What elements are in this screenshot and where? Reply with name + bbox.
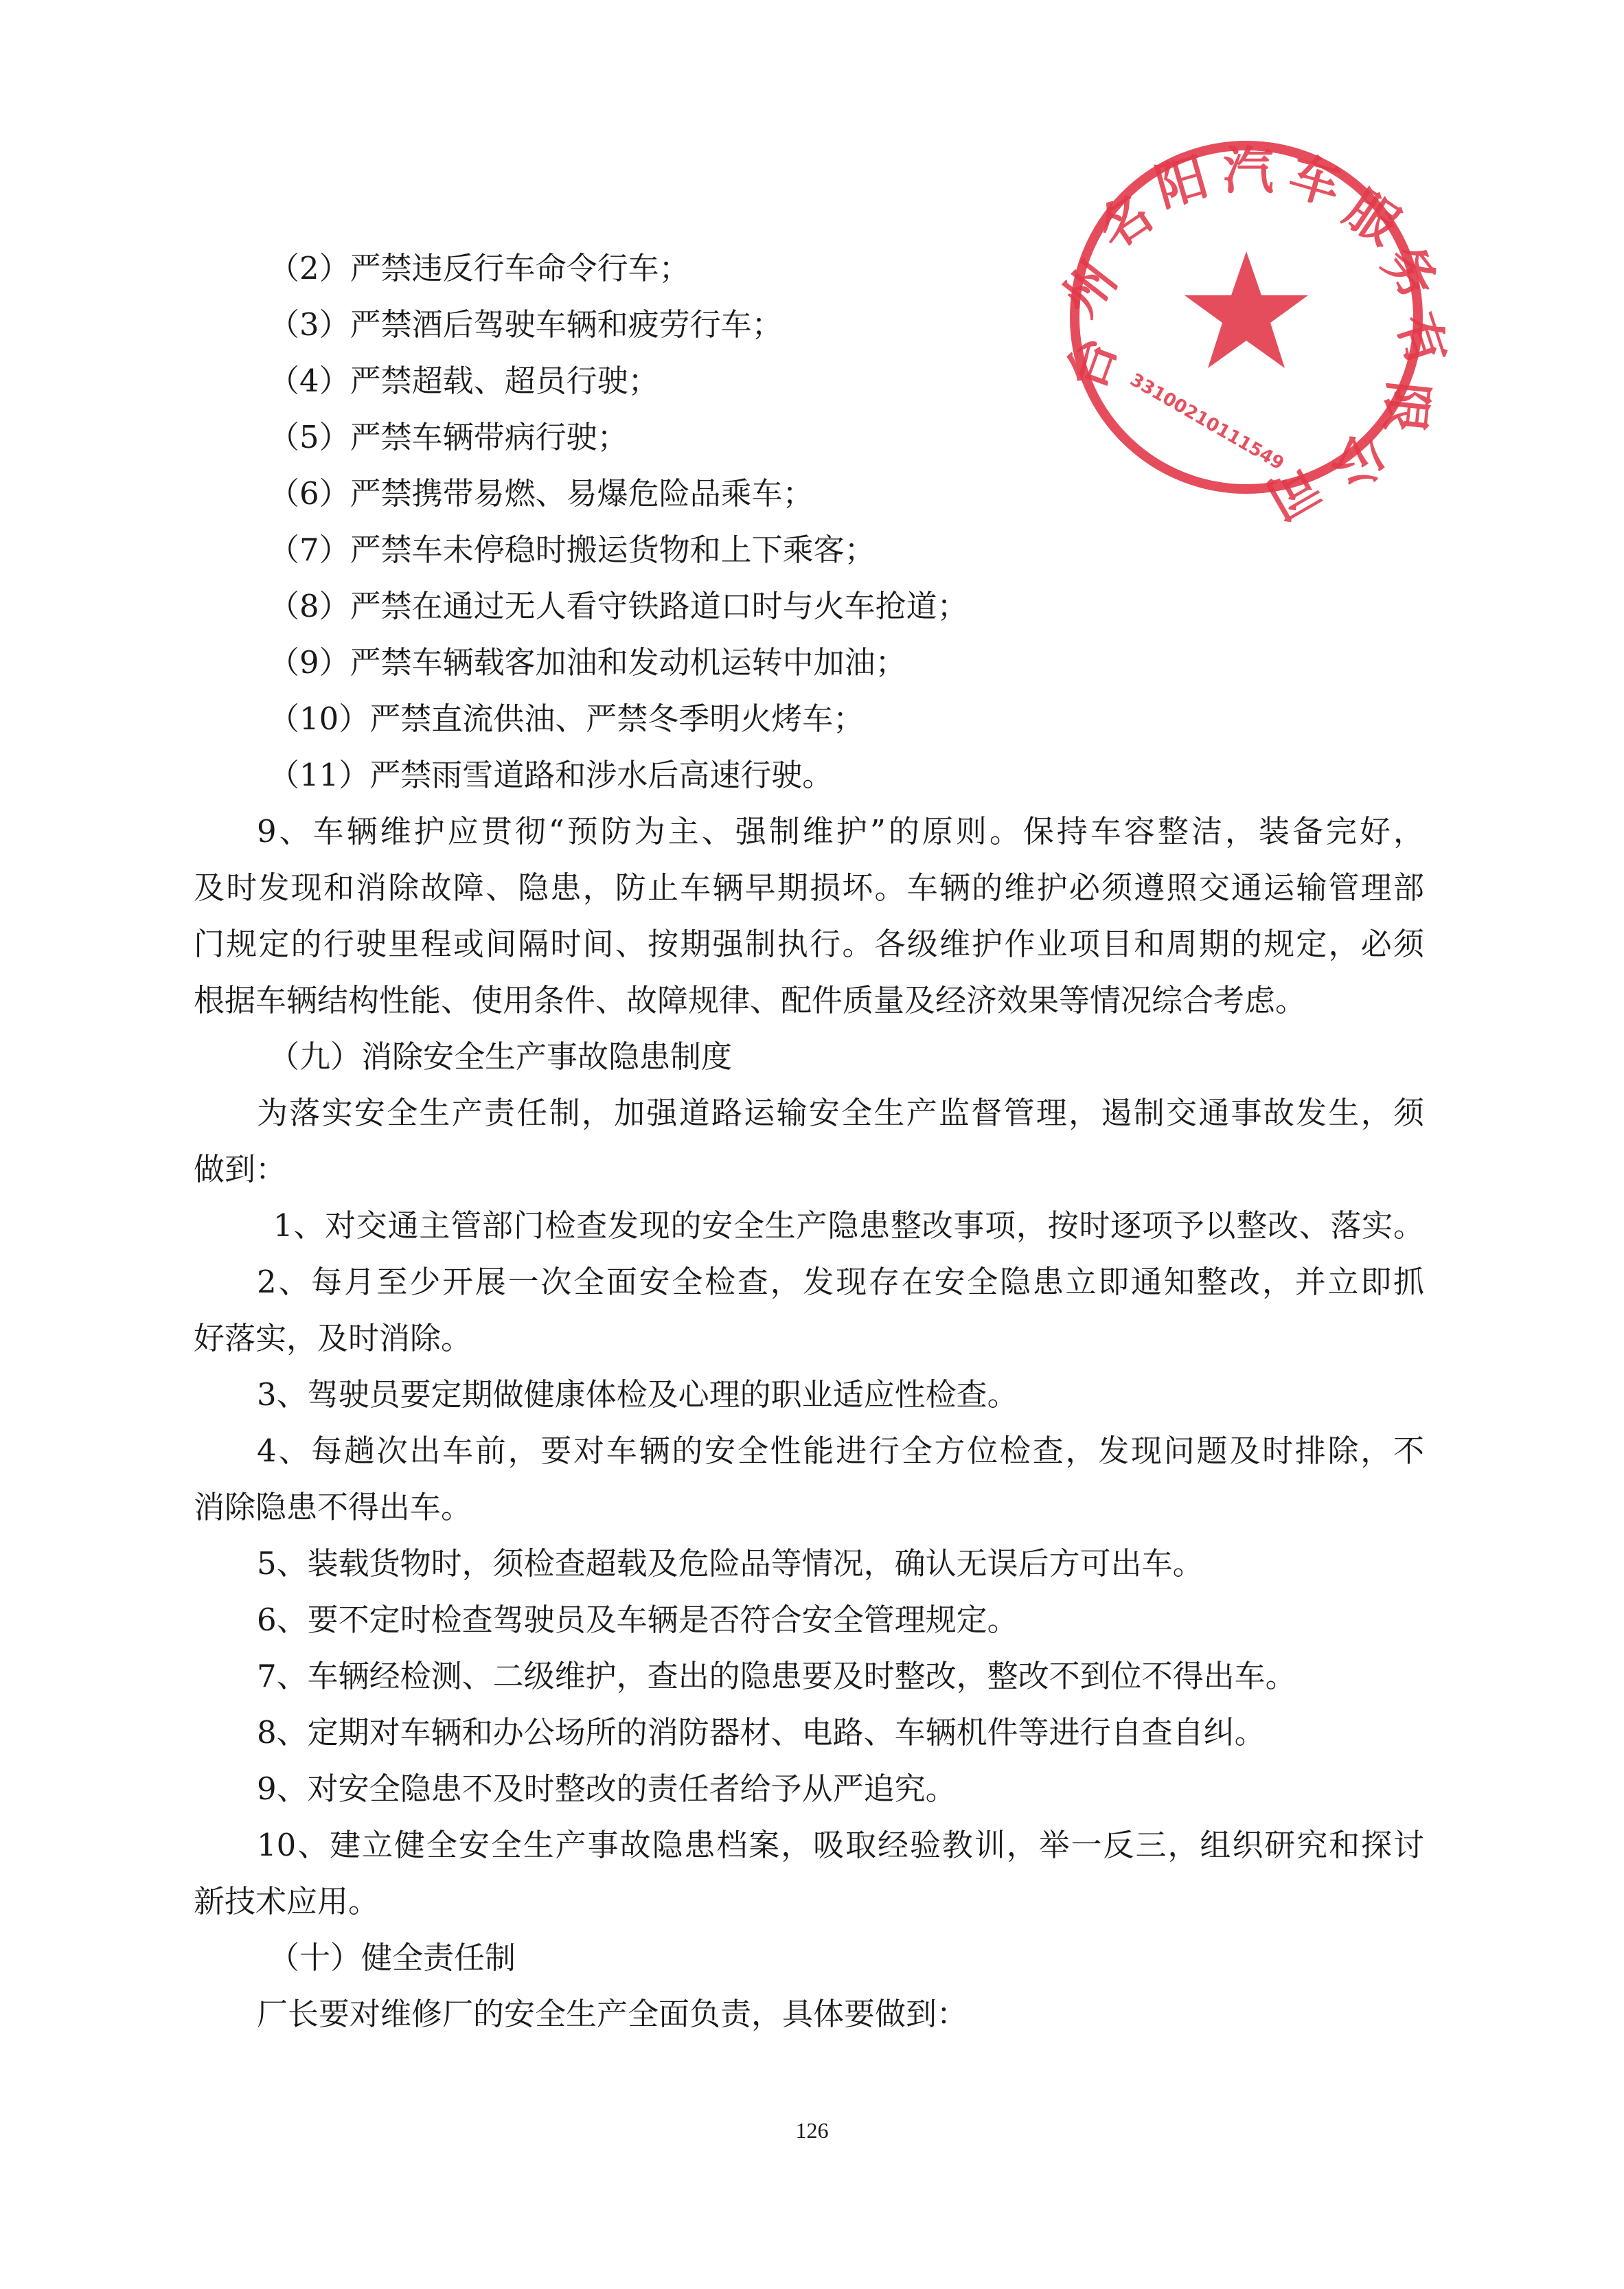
paragraph-line: 2、每月至少开展一次全面安全检查，发现存在安全隐患立即通知整改，并立即抓 (257, 1264, 1424, 1300)
text-line: （11）严禁雨雪道路和涉水后高速行驶。 (268, 757, 834, 793)
paragraph-line: 8、定期对车辆和办公场所的消防器材、电路、车辆机件等进行自查自纠。 (257, 1714, 1266, 1751)
paragraph-line: 9、对安全隐患不及时整改的责任者给予从严追究。 (257, 1770, 957, 1807)
text-line: （2）严禁违反行车命令行车； (268, 250, 690, 286)
paragraph-line: 7、车辆经检测、二级维护，查出的隐患要及时整改，整改不到位不得出车。 (257, 1658, 1296, 1694)
paragraph-line: 6、要不定时检查驾驶员及车辆是否符合安全管理规定。 (257, 1602, 1018, 1638)
svg-text:限: 限 (1373, 378, 1438, 435)
company-seal (1050, 136, 1458, 530)
paragraph-line: 消除隐患不得出车。 (194, 1489, 472, 1525)
seal-star-icon (1185, 251, 1308, 368)
paragraph-line: 5、装载货物时，须检查超载及危险品等情况，确认无误后方可出车。 (257, 1545, 1204, 1582)
paragraph-line: 1、对交通主管部门检查发现的安全生产隐患整改事项，按时逐项予以整改、落实。 (273, 1207, 1424, 1244)
text-line: （8）严禁在通过无人看守铁路道口时与火车抢道； (268, 588, 968, 624)
seal-code: 3310021011154​9 (1126, 369, 1288, 475)
svg-text:有: 有 (1385, 306, 1458, 373)
paragraph-line: 4、每趟次出车前，要对车辆的安全性能进行全方位检查，发现问题及时排除，不 (257, 1433, 1424, 1469)
page-number: 126 (795, 2118, 829, 2143)
paragraph-line: 新技术应用。 (194, 1883, 380, 1920)
paragraph-line: 及时发现和消除故障、隐患，防止车辆早期损坏。车辆的维护必须遵照交通运输管理部 (194, 869, 1424, 906)
paragraph-line: 门规定的行驶里程或间隔时间、按期强制执行。各级维护作业项目和周期的规定，必须 (194, 926, 1424, 962)
paragraph-line: 好落实，及时消除。 (194, 1320, 472, 1356)
paragraph-line: 厂长要对维修厂的安全生产全面负责，具体要做到： (257, 1996, 968, 2032)
paragraph-line: 3、驾驶员要定期做健康体检及心理的职业适应性检查。 (257, 1376, 1018, 1413)
text-line: （6）严禁携带易燃、易爆危险品乘车； (268, 475, 814, 512)
section-heading: （十）健全责任制 (268, 1939, 516, 1976)
text-line: （4）严禁超载、超员行驶； (268, 363, 659, 399)
paragraph-line: 9、车辆维护应贯彻“预防为主、强制维护”的原则。保持车容整洁，装备完好， (257, 813, 1424, 850)
svg-text:汽: 汽 (1223, 141, 1274, 201)
paragraph-line: 为落实安全生产责任制，加强道路运输安全生产监督管理，遏制交通事故发生，须 (257, 1095, 1424, 1131)
text-line: （3）严禁酒后驾驶车辆和疲劳行车； (268, 306, 783, 343)
svg-text:州: 州 (1050, 250, 1128, 328)
paragraph-line: 做到： (194, 1151, 287, 1187)
svg-text:阳: 阳 (1149, 147, 1215, 218)
svg-text:公: 公 (1320, 424, 1398, 499)
svg-text:台: 台 (1055, 329, 1129, 398)
svg-text:务: 务 (1371, 234, 1450, 311)
svg-text:车: 车 (1282, 146, 1348, 217)
section-heading: （九）消除安全生产事故隐患制度 (268, 1038, 733, 1075)
text-line: （10）严禁直流供油、严禁冬季明火烤车； (268, 701, 865, 737)
text-line: （5）严禁车辆带病行驶； (268, 419, 628, 455)
text-line: （9）严禁车辆载客加油和发动机运转中加油； (268, 644, 906, 681)
text-line: （7）严禁车未停稳时搬运货物和上下乘客； (268, 532, 876, 568)
paragraph-line: 根据车辆结构性能、使用条件、故障规律、配件质量及经济效果等情况综合考虑。 (194, 982, 1307, 1018)
svg-text:司: 司 (1255, 453, 1330, 530)
paragraph-line: 10、建立健全安全生产事故隐患档案，吸取经验教训，举一反三，组织研究和探讨 (257, 1827, 1424, 1863)
svg-text:服: 服 (1334, 179, 1410, 257)
svg-text:名: 名 (1087, 183, 1163, 261)
seal-stamp-icon (1050, 136, 1458, 530)
